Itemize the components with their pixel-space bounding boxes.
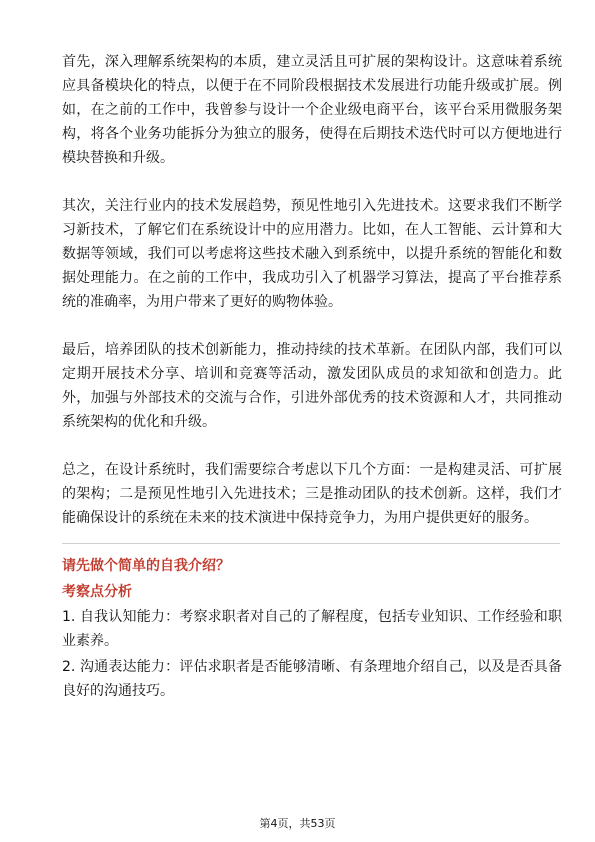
analysis-point-2: 2. 沟通表达能力：评估求职者是否能够清晰、有条理地介绍自己，以及是否具备良好的沟通技巧。 xyxy=(62,659,562,699)
body-paragraph-3: 最后，培养团队的技术创新能力，推动持续的技术革新。在团队内部，我们可以定期开展技术分享、培训和竞赛等活动，激发团队成员的求知欲和创造力。此外，加强与外部技术的交流与合作，引进外部优秀的技术资源和人才，共同推动系统架构的优化和升级。 xyxy=(62,342,562,430)
section-divider xyxy=(62,543,560,544)
body-paragraph-1: 首先，深入理解系统架构的本质，建立灵活且可扩展的架构设计。这意味着系统应具备模块化的特点，以便于在不同阶段根据技术发展进行功能升级或扩展。例如，在之前的工作中，我曾参与设计一个企业级电商平台，该平台采用微服务架构，将各个业务功能拆分为独立的服务，使得在后期技术迭代时可以方便地进行模块替换和升级。 xyxy=(62,54,562,166)
body-paragraph-2: 其次，关注行业内的技术发展趋势，预见性地引入先进技术。这要求我们不断学习新技术，了解它们在系统设计中的应用潜力。比如，在人工智能、云计算和大数据等领域，我们可以考虑将这些技术融入到系统中，以提升系统的智能化和数据处理能力。在之前的工作中，我成功引入了机器学习算法，提高了平台推荐系统的准确率，为用户带来了更好的购物体验。 xyxy=(62,198,562,310)
document-content xyxy=(62,50,562,705)
page-number: 第4页，共53页 xyxy=(259,817,336,830)
question-title: 请先做个简单的自我介绍？ xyxy=(62,558,230,574)
analysis-heading: 考察点分析 xyxy=(62,584,132,600)
body-paragraph-4: 总之，在设计系统时，我们需要综合考虑以下几个方面：一是构建灵活、可扩展的架构；二是预见性地引入先进技术；三是推动团队的技术创新。这样，我们才能确保设计的系统在未来的技术演进中保持竞争力，为用户提供更好的服务。 xyxy=(62,462,562,526)
analysis-point-1: 1. 自我认知能力：考察求职者对自己的了解程度，包括专业知识、工作经验和职业素养。 xyxy=(62,609,562,649)
